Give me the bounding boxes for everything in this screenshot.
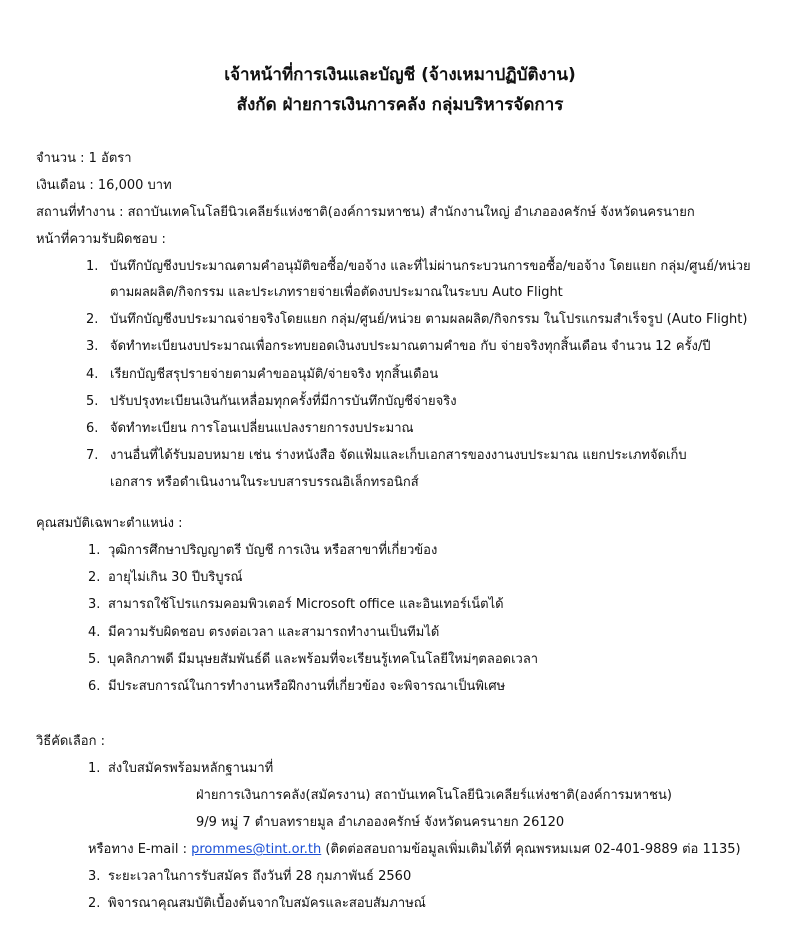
duty-number: 3. — [86, 339, 99, 354]
selection-heading: วิธีคัดเลือก : — [36, 734, 105, 749]
address-line: 9/9 หมู่ 7 ตำบลทรายมูล อำเภอองครักษ์ จังหวัดนครนายก 26120 — [196, 815, 565, 830]
qualification-item: มีความรับผิดชอบ ตรงต่อเวลา และสามารถทำงานเป็นทีมได้ — [108, 625, 440, 640]
duty-number: 7. — [86, 448, 99, 463]
selection-number: 3. — [88, 869, 101, 884]
duty-number: 4. — [86, 367, 99, 382]
selection-item: ส่งใบสมัครพร้อมหลักฐานมาที่ — [108, 761, 274, 776]
selection-item: พิจารณาคุณสมบัติเบื้องต้นจากใบสมัครและสอบสัมภาษณ์ — [108, 896, 426, 911]
qualification-item: อายุไม่เกิน 30 ปีบริบูรณ์ — [108, 570, 243, 585]
qualification-item: สามารถใช้โปรแกรมคอมพิวเตอร์ Microsoft office และอินเทอร์เน็ตได้ — [108, 597, 504, 612]
qualification-number: 2. — [88, 570, 101, 585]
duty-item-line: งานอื่นที่ได้รับมอบหมาย เช่น ร่างหนังสือ จัดแฟ้มและเก็บเอกสารของงานงบประมาณ แยกประเภทจัดเก็บ — [110, 448, 687, 463]
duty-item-line: จัดทำทะเบียนงบประมาณเพื่อกระทบยอดเงินงบประมาณตามคำขอ กับ จ่ายจริงทุกสิ้นเดือน จำนวน 12 ครั้ง/ปี — [110, 339, 711, 354]
qualifications-heading: คุณสมบัติเฉพาะตำแหน่ง : — [36, 516, 183, 531]
duty-item-line: บันทึกบัญชีงบประมาณตามคำอนุมัติขอซื้อ/ขอจ้าง และที่ไม่ผ่านกระบวนการขอซื้อ/ขอจ้าง โดยแยก กลุ่ม/ศูนย์/หน่วย — [110, 259, 751, 274]
email-link[interactable]: prommes@tint.or.th — [191, 842, 322, 857]
duty-number: 1. — [86, 259, 99, 274]
duty-number: 2. — [86, 312, 99, 327]
salary: เงินเดือน : 16,000 บาท — [36, 178, 172, 193]
document-subtitle: สังกัด ฝ่ายการเงินการคลัง กลุ่มบริหารจัดการ — [236, 95, 564, 115]
qualification-item: มีประสบการณ์ในการทำงานหรือฝึกงานที่เกี่ยวข้อง จะพิจารณาเป็นพิเศษ — [108, 679, 506, 694]
duty-number: 6. — [86, 421, 99, 436]
document-title: เจ้าหน้าที่การเงินและบัญชี (จ้างเหมาปฏิบัติงาน) — [224, 65, 576, 85]
workplace: สถานที่ทำงาน : สถาบันเทคโนโลยีนิวเคลียร์แห่งชาติ(องค์การมหาชน) สำนักงานใหญ่ อำเภอองครักษ์ จังหวัดนครนายก — [36, 205, 695, 220]
positions-count: จำนวน : 1 อัตรา — [36, 151, 132, 166]
qualification-number: 1. — [88, 543, 101, 558]
qualification-item: วุฒิการศึกษาปริญญาตรี บัญชี การเงิน หรือสาขาที่เกี่ยวข้อง — [108, 543, 438, 558]
email-contact-note: (ติดต่อสอบถามข้อมูลเพิ่มเติมได้ที่ คุณพรหมเมศ 02-401-9889 ต่อ 1135) — [325, 842, 741, 857]
selection-number: 1. — [88, 761, 101, 776]
qualification-number: 5. — [88, 652, 101, 667]
selection-number: 2. — [88, 896, 101, 911]
duties-heading: หน้าที่ความรับผิดชอบ : — [36, 232, 166, 247]
qualification-number: 6. — [88, 679, 101, 694]
address-line: ฝ่ายการเงินการคลัง(สมัครงาน) สถาบันเทคโนโลยีนิวเคลียร์แห่งชาติ(องค์การมหาชน) — [196, 788, 672, 803]
duty-item-line: เรียกบัญชีสรุปรายจ่ายตามคำขออนุมัติ/จ่ายจริง ทุกสิ้นเดือน — [110, 367, 439, 382]
qualification-number: 4. — [88, 625, 101, 640]
qualification-number: 3. — [88, 597, 101, 612]
duty-item-line: บันทึกบัญชีงบประมาณจ่ายจริงโดยแยก กลุ่ม/ศูนย์/หน่วย ตามผลผลิต/กิจกรรม ในโปรแกรมสำเร็จรูป (Auto Flight) — [110, 312, 748, 327]
duty-item-line: ตามผลผลิต/กิจกรรม และประเภทรายจ่ายเพื่อตัดงบประมาณในระบบ Auto Flight — [110, 285, 563, 300]
qualification-item: บุคลิกภาพดี มีมนุษยสัมพันธ์ดี และพร้อมที่จะเรียนรู้เทคโนโลยีใหม่ๆตลอดเวลา — [108, 652, 539, 667]
email-line — [88, 841, 741, 859]
duty-item-line: จัดทำทะเบียน การโอนเปลี่ยนแปลงรายการงบประมาณ — [110, 421, 414, 436]
email-prefix: หรือทาง E-mail : — [88, 842, 187, 857]
duty-item-line: เอกสาร หรือดำเนินงานในระบบสารบรรณอิเล็กทรอนิกส์ — [110, 475, 419, 490]
duty-number: 5. — [86, 394, 99, 409]
selection-item: ระยะเวลาในการรับสมัคร ถึงวันที่ 28 กุมภาพันธ์ 2560 — [108, 869, 412, 884]
duty-item-line: ปรับปรุงทะเบียนเงินกันเหลื่อมทุกครั้งที่มีการบันทึกบัญชีจ่ายจริง — [110, 394, 457, 409]
